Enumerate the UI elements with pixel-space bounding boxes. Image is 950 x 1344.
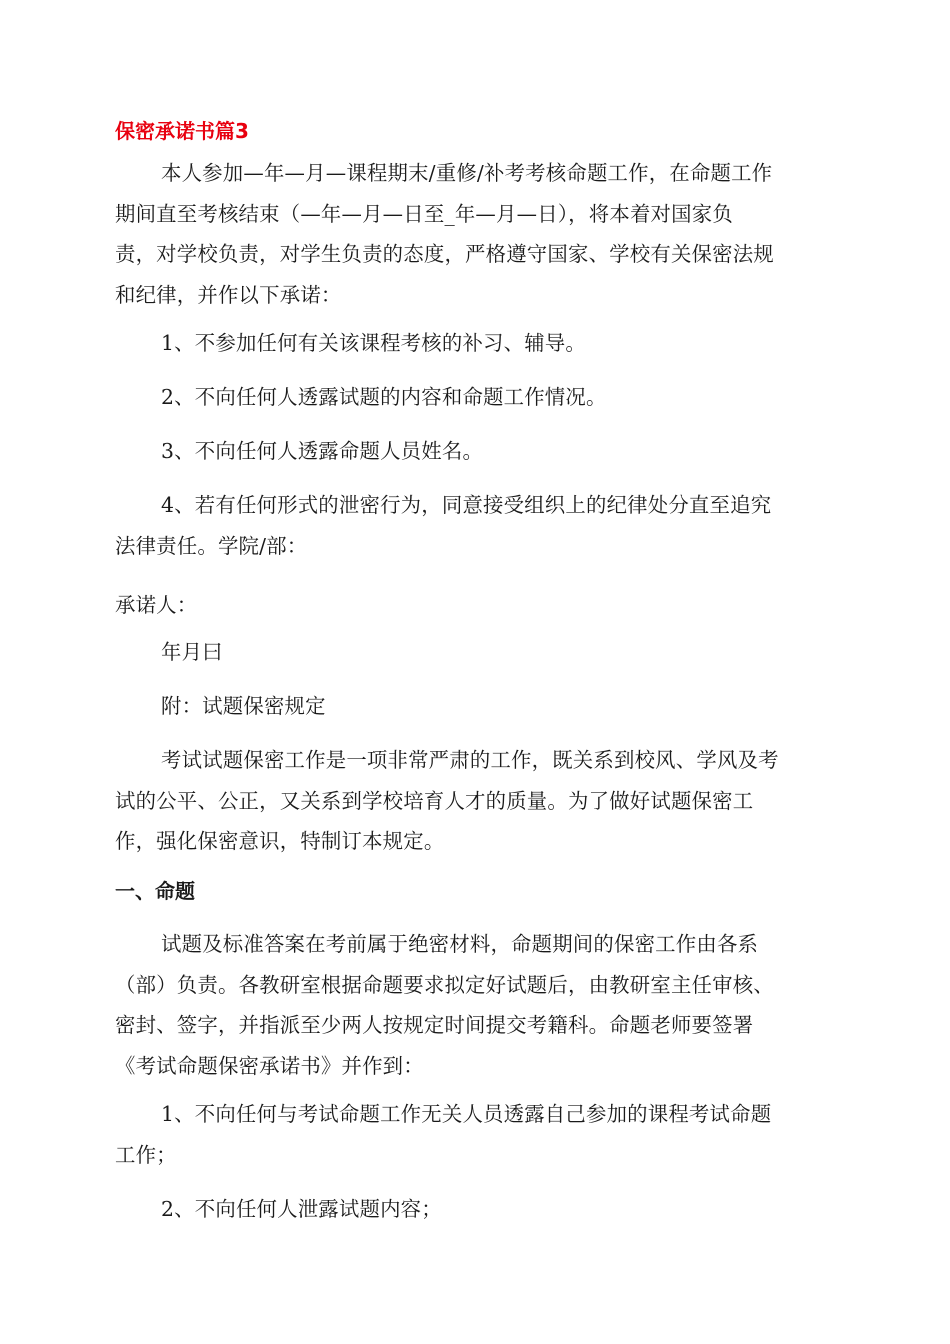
appendix-label: 附：试题保密规定 [161,694,326,718]
section-body-paragraph: 试题及标准答案在考前属于绝密材料，命题期间的保密工作由各系 （部）负责。各教研室根据命题要求拟定好试题后，由教研室主任审核、 密封、签字，并指派至少两人按规定时间提交考籍科。命题老师要签署 《考试命题保密承诺书》并作到： [115,932,774,1078]
section-heading: 一、命题 [115,879,195,903]
document-title: 保密承诺书篇3 [115,119,249,143]
promise-item-4: 4、若有任何形式的泄密行为，同意接受组织上的纪律处分直至追究 法律责任。学院/部： [115,493,772,558]
promise-item-2: 2、不向任何人透露试题的内容和命题工作情况。 [161,385,607,409]
intro-line: 责，对学校负责，对学生负责的态度，严格遵守国家、学校有关保密法规 [115,242,774,266]
intro-line: 和纪律，并作以下承诺： [115,282,342,307]
section-item-1: 1、不向任何与考试命题工作无关人员透露自己参加的课程考试命题 工作； [115,1102,772,1167]
intro-paragraph [115,153,827,315]
intro-line: 期间直至考核结束（—年—月—日至_年—月—日），将本着对国家负 [115,201,733,226]
date-label: 年月曰 [161,640,223,664]
intro-line: 本人参加—年—月—课程期末/重修/补考考核命题工作，在命题工作 [161,161,773,185]
appendix-intro-paragraph: 考试试题保密工作是一项非常严肃的工作，既关系到校风、学风及考 试的公平、公正，又关系到学校培育人才的质量。为了做好试题保密工 作，强化保密意识，特制订本规定。 [115,748,779,853]
section-item-2: 2、不向任何人泄露试题内容； [161,1197,442,1221]
signer-label: 承诺人： [115,593,198,617]
promise-item-1: 1、不参加任何有关该课程考核的补习、辅导。 [161,331,586,355]
promise-item-3: 3、不向任何人透露命题人员姓名。 [161,439,484,463]
